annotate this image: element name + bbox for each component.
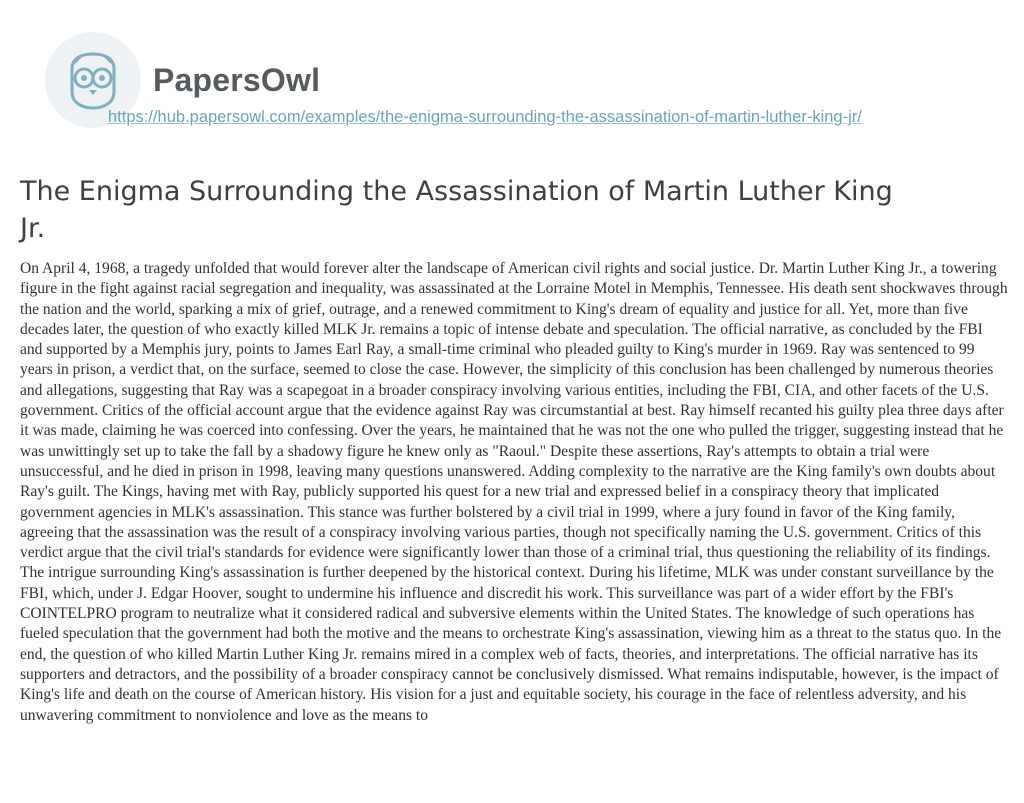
article-title: The Enigma Surrounding the Assassination of Martin Luther King Jr.: [20, 176, 893, 244]
header: [45, 32, 985, 152]
article-body: On April 4, 1968, a tragedy unfolded that would forever alter the landscape of American civil rights and social justice. Dr. Martin Luther King Jr., a towering figure in the fight against racial segregation and inequality, was assassinated at the Lorraine Motel in Memphis, Tennessee. His death sent shockwaves through the nation and the world, sparking a mix of grief, outrage, and a renewed commitment to King's dream of equality and justice for all. Yet, more than five decades later, the question of who exactly killed MLK Jr. remains a topic of intense debate and speculation. The official narrative, as concluded by the FBI and supported by a Memphis jury, points to James Earl Ray, a small-time criminal who pleaded guilty to King's murder in 1969. Ray was sentenced to 99 years in prison, a verdict that, on the surface, seemed to close the case. However, the simplicity of this conclusion has been challenged by numerous theories and allegations, suggesting that Ray was a scapegoat in a broader conspiracy involving various entities, including the FBI, CIA, and other facets of the U.S. government. Critics of the official account argue that the evidence against Ray was circumstantial at best. Ray himself recanted his guilty plea three days after it was made, claiming he was coerced into confessing. Over the years, he maintained that he was not the one who pulled the trigger, suggesting instead that he was unwittingly set up to take the fall by a shadowy figure he knew only as "Raoul." Despite these assertions, Ray's attempts to obtain a trial were unsuccessful, and he died in prison in 1998, leaving many questions unanswered. Adding complexity to the narrative are the King family's own doubts about Ray's guilt. The Kings, having met with Ray, publicly supported his quest for a new trial and expressed belief in a conspiracy theory that implicated government agencies in MLK's assassination. This stance was further bolstered by a civil trial in 1999, where a jury found in favor of the King family, agreeing that the assassination was the result of a conspiracy involving various parties, though not specifically naming the U.S. government. Critics of this verdict argue that the civil trial's standards for evidence were significantly lower than those of a criminal trial, thus questioning the reliability of its findings. The intrigue surrounding King's assassination is further deepened by the historical context. During his lifetime, MLK was under constant surveillance by the FBI, which, under J. Edgar Hoover, sought to undermine his influence and discredit his work. This surveillance was part of a wider effort by the FBI's COINTELPRO program to neutralize what it considered radical and subversive elements within the United States. The knowledge of such operations has fueled speculation that the government had both the motive and the means to orchestrate King's assassination, viewing him as a threat to the status quo. In the end, the question of who killed Martin Luther King Jr. remains mired in a complex web of facts, theories, and interpretations. The official narrative has its supporters and detractors, and the possibility of a broader conspiracy cannot be conclusively dismissed. What remains indisputable, however, is the impact of King's life and death on the course of American history. His vision for a just and equitable society, his courage in the face of relentless adversity, and his unwavering commitment to nonviolence and love as the means to: [20, 260, 1008, 724]
source-url-link[interactable]: https://hub.papersowl.com/examples/the-enigma-surrounding-the-assassination-of-martin-luther-king-jr/: [108, 108, 862, 126]
brand-name: PapersOwl: [153, 62, 321, 98]
